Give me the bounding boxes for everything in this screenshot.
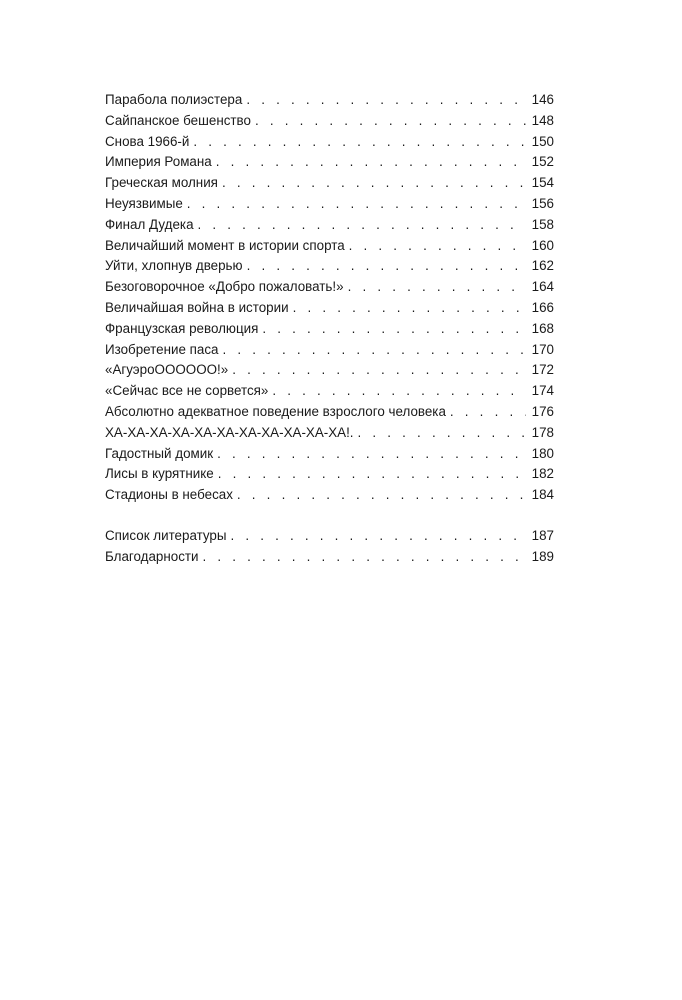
toc-entry-title: Абсолютно адекватное поведение взрослого человека	[105, 403, 446, 419]
toc-leader-dots	[349, 236, 526, 257]
toc-entry-title: Гадостный домик	[105, 445, 214, 461]
toc-entry-title: Уйти, хлопнув дверью	[105, 258, 243, 274]
toc-leader-dots	[223, 340, 527, 361]
toc-entry	[105, 152, 554, 173]
toc-leader-dots	[246, 90, 526, 111]
toc-leader-dots	[262, 319, 526, 340]
toc-entry	[105, 360, 554, 381]
toc-entry-page: 158	[531, 216, 554, 232]
toc-entry	[105, 215, 554, 236]
toc-leader-dots	[193, 132, 526, 153]
toc-entry-page: 166	[531, 299, 554, 315]
toc-entry-page: 182	[531, 466, 554, 482]
toc-leader-dots	[216, 152, 526, 173]
toc-entry-title: Изобретение паса	[105, 341, 219, 357]
toc-entry-title: «Сейчас все не сорвется»	[105, 383, 269, 399]
toc-entry-title: Греческая молния	[105, 175, 218, 191]
toc-entry	[105, 194, 554, 215]
toc-entry-page: 176	[531, 403, 554, 419]
toc-entry	[105, 340, 554, 361]
toc-entry-title: Безоговорочное «Добро пожаловать!»	[105, 279, 344, 295]
toc-entry-title: Список литературы	[105, 527, 227, 543]
toc-entry	[105, 381, 554, 402]
toc-entry	[105, 277, 554, 298]
toc-entry-title: Неуязвимые	[105, 195, 183, 211]
toc-entry-page: 174	[531, 383, 554, 399]
toc-leader-dots	[272, 381, 526, 402]
toc-entry-title: Снова 1966-й	[105, 133, 190, 149]
toc-entry-page: 162	[531, 258, 554, 274]
toc-leader-dots	[450, 402, 526, 423]
toc-entry	[105, 173, 554, 194]
toc-entry-page: 180	[531, 445, 554, 461]
toc-leader-dots	[231, 526, 527, 547]
toc-leader-dots	[203, 547, 527, 568]
toc-entry-title: Величайшая война в истории	[105, 299, 289, 315]
toc-entry	[105, 464, 554, 485]
toc-entry-title: Финал Дудека	[105, 216, 194, 232]
toc-entry-title: Парабола полиэстера	[105, 92, 243, 107]
toc-leader-dots	[222, 173, 526, 194]
toc-entry	[105, 444, 554, 465]
toc-entry-title: Империя Романа	[105, 154, 212, 170]
toc-entry-page: 150	[531, 133, 554, 149]
toc-leader-dots	[293, 298, 526, 319]
toc-entry	[105, 485, 554, 506]
toc-entry-page: 168	[531, 320, 554, 336]
toc-entry-title: Сайпанское бешенство	[105, 112, 251, 128]
toc-entry	[105, 90, 554, 111]
toc-leader-dots	[232, 360, 526, 381]
toc-entry-page: 189	[531, 548, 554, 564]
toc-leader-dots	[218, 464, 526, 485]
toc-leader-dots	[247, 256, 526, 277]
toc-entry-page: 154	[531, 175, 554, 191]
toc-leader-dots	[187, 194, 526, 215]
toc-entry-page: 148	[531, 112, 554, 128]
toc-entry-page: 184	[531, 487, 554, 503]
toc-entry-title: Величайший момент в истории спорта	[105, 237, 345, 253]
toc-entry-page: 156	[531, 195, 554, 211]
toc-leader-dots	[255, 111, 526, 132]
toc-entry	[105, 298, 554, 319]
toc-entry-page: 170	[531, 341, 554, 357]
toc-leader-dots	[348, 277, 526, 298]
toc-entry-page: 178	[531, 424, 554, 440]
toc-leader-dots	[217, 444, 526, 465]
toc-main-group	[105, 90, 554, 506]
toc-entry	[105, 547, 554, 568]
toc-leader-dots	[358, 423, 526, 444]
toc-entry	[105, 132, 554, 153]
toc-entry	[105, 111, 554, 132]
toc-entry	[105, 236, 554, 257]
toc-entry	[105, 526, 554, 547]
toc-back-matter-group	[105, 526, 554, 568]
toc-entry-title: ХА-ХА-ХА-ХА-ХА-ХА-ХА-ХА-ХА-ХА-ХА!.	[105, 424, 354, 440]
toc-entry-title: Благодарности	[105, 548, 199, 564]
toc-entry	[105, 319, 554, 340]
toc-entry	[105, 256, 554, 277]
toc-entry-page: 172	[531, 362, 554, 378]
table-of-contents	[105, 90, 554, 568]
toc-entry-title: Лисы в курятнике	[105, 466, 214, 482]
toc-entry-page: 152	[531, 154, 554, 170]
toc-entry-title: Стадионы в небесах	[105, 487, 233, 503]
toc-entry-page: 160	[531, 237, 554, 253]
toc-entry-page: 187	[531, 527, 554, 543]
toc-entry-title: «АгуэроОООООО!»	[105, 362, 229, 378]
toc-entry-page: 164	[531, 279, 554, 295]
toc-entry-title: Французская революция	[105, 320, 259, 336]
toc-entry-page: 146	[531, 92, 554, 107]
toc-entry	[105, 402, 554, 423]
toc-entry	[105, 423, 554, 444]
toc-leader-dots	[198, 215, 526, 236]
toc-leader-dots	[237, 485, 526, 506]
